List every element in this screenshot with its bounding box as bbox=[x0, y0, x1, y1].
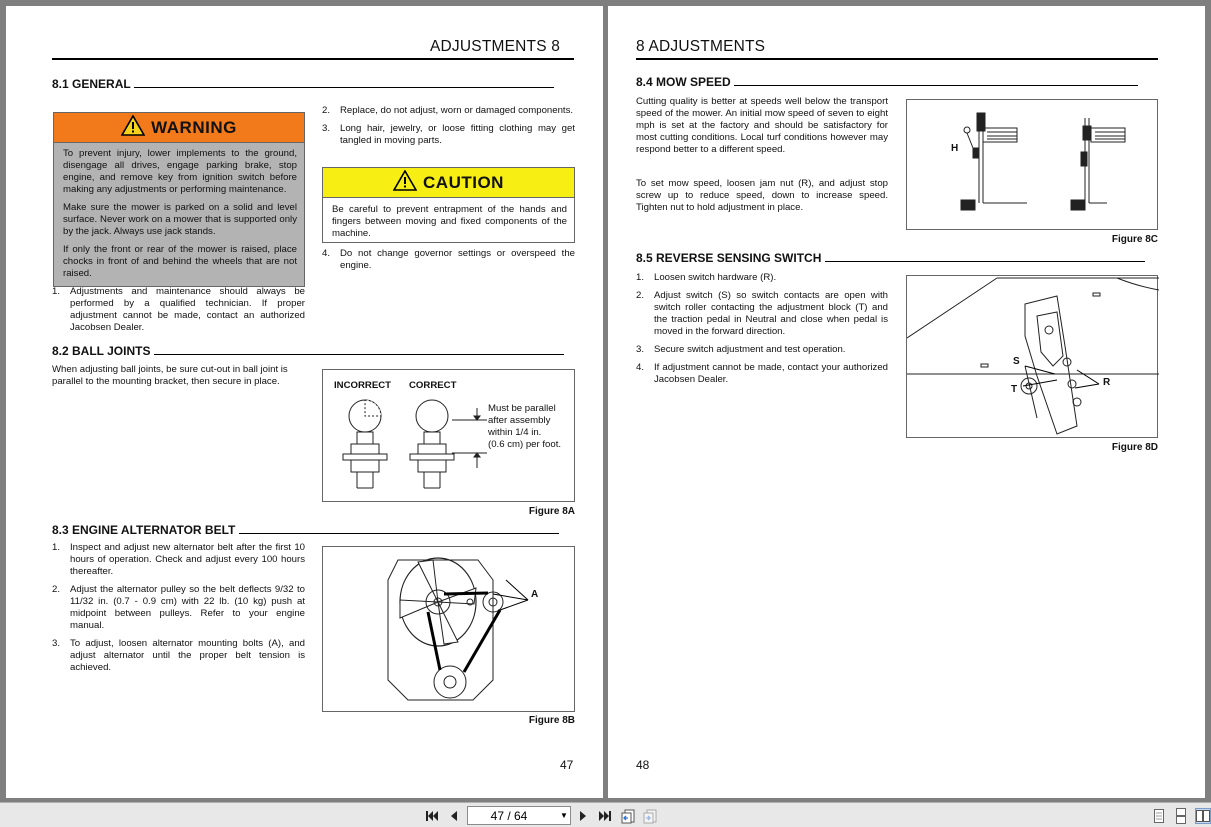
page-48 bbox=[608, 6, 1205, 798]
section-8-5-title: 8.5 REVERSE SENSING SWITCH bbox=[636, 251, 1158, 265]
section-8-2-text: When adjusting ball joints, be sure cut-out in ball joint is parallel to the mounting bracket, then secure in place. bbox=[52, 364, 288, 387]
caution-triangle-icon bbox=[393, 170, 417, 196]
go-back-view-button[interactable] bbox=[621, 808, 637, 824]
two-page-view-button[interactable] bbox=[1195, 808, 1211, 824]
label-t: T bbox=[1011, 384, 1018, 395]
figure-8a bbox=[322, 369, 575, 502]
fig8a-note: Must be parallel after assembly within 1/4 in. (0.6 cm) per foot. bbox=[488, 403, 562, 450]
single-page-view-button[interactable] bbox=[1151, 808, 1167, 824]
last-page-button[interactable] bbox=[597, 808, 613, 824]
list-item: 1. Loosen switch hardware (R). bbox=[636, 272, 777, 283]
engine-belt-illustration bbox=[378, 550, 548, 710]
page-number: 47 bbox=[560, 758, 574, 772]
list-item: 2. Adjust switch (S) so switch contacts are open with switch roller contacting the adjustment block (T) and the traction pedal in Neutral and close when pedal is moved in the forward direction. bbox=[636, 290, 888, 337]
list-item: 2. Adjust the alternator pulley so the belt deflects 9/32 to 11/32 in. (0.7 - 0.9 cm) with 22 lb. (10 kg) push at midpoint between pulleys. Refer to your engine manual. bbox=[52, 584, 305, 631]
single-page-icon bbox=[1153, 809, 1165, 823]
mow-speed-pedal-illustration bbox=[937, 108, 1147, 223]
section-8-4-text-2: To set mow speed, loosen jam nut (R), and adjust stop screw up to reduce speed, down to increase speed. Tighten nut to hold adjustment in place. bbox=[636, 178, 888, 213]
page-number: 48 bbox=[636, 758, 650, 772]
forward-view-icon bbox=[643, 808, 659, 824]
header-rule bbox=[52, 58, 574, 60]
section-8-1-title: 8.1 GENERAL bbox=[52, 77, 574, 91]
general-list-part1 bbox=[52, 286, 305, 340]
figure-8c bbox=[906, 99, 1158, 230]
list-item: 1. Adjustments and maintenance should always be performed by a qualified technician. If proper adjustment cannot be made, contact an authorized Jacobsen Dealer. bbox=[52, 286, 305, 333]
general-list-part2 bbox=[322, 105, 575, 153]
reverse-switch-illustration bbox=[907, 276, 1159, 439]
figure-8a-caption: Figure 8A bbox=[528, 506, 575, 517]
chevron-down-icon: ▼ bbox=[560, 811, 568, 820]
page-indicator: 47 / 64 bbox=[490, 808, 528, 823]
section-8-4-title: 8.4 MOW SPEED bbox=[636, 75, 1158, 89]
warning-box bbox=[53, 112, 305, 287]
warning-triangle-icon bbox=[121, 115, 145, 141]
list-item: 4. If adjustment cannot be made, contact your authorized Jacobsen Dealer. bbox=[636, 362, 888, 385]
caution-text: Be careful to prevent entrapment of the hands and fingers between moving and fixed components of the machine. bbox=[332, 204, 567, 239]
next-page-icon bbox=[578, 810, 588, 822]
label-r: R bbox=[1103, 377, 1111, 388]
figure-8d-caption: Figure 8D bbox=[1111, 442, 1158, 453]
page-47 bbox=[6, 6, 603, 798]
list-item: 3. Secure switch adjustment and test operation. bbox=[636, 344, 846, 355]
figure-8b bbox=[322, 546, 575, 712]
list-item: 2. Replace, do not adjust, worn or damaged components. bbox=[322, 105, 574, 116]
running-head: 8 ADJUSTMENTS bbox=[636, 38, 766, 55]
header-rule bbox=[636, 58, 1158, 60]
list-item: 3. To adjust, loosen alternator mounting bolts (A), and adjust alternator until the proper belt tension is achieved. bbox=[52, 638, 305, 673]
general-list-part3 bbox=[322, 248, 575, 278]
previous-page-button[interactable] bbox=[446, 808, 462, 824]
warning-text-1: To prevent injury, lower implements to the ground, disengage all drives, engage parking brake, stop engine, and remove key from ignition switch before making any adjustments or performing maintenance. bbox=[63, 148, 297, 195]
caution-header: CAUTION bbox=[323, 168, 574, 198]
section-8-4-text-1: Cutting quality is better at speeds well below the transport speed of the mower. An initial mow speed of seven to eight mph is set at the factory and should be satisfactory for most cutting conditions. Local turf conditions however may respond better to a different speed. bbox=[636, 96, 888, 155]
continuous-view-button[interactable] bbox=[1173, 808, 1189, 824]
figure-8d bbox=[906, 275, 1158, 438]
warning-text-2: Make sure the mower is parked on a solid and level surface. Never work on a mower that is supported only by the jack. Always use jack stands. bbox=[63, 202, 297, 237]
viewer-toolbar bbox=[0, 802, 1211, 827]
next-page-button[interactable] bbox=[575, 808, 591, 824]
list-item: 4. Do not change governor settings or overspeed the engine. bbox=[322, 248, 575, 271]
running-head: ADJUSTMENTS 8 bbox=[430, 38, 561, 55]
list-item: 1. Inspect and adjust new alternator belt after the first 10 hours of operation. Check and adjust every 100 hours thereafter. bbox=[52, 542, 305, 577]
label-a: A bbox=[531, 589, 539, 600]
figure-8b-caption: Figure 8B bbox=[528, 715, 575, 726]
figure-8c-caption: Figure 8C bbox=[1111, 234, 1158, 245]
label-h: H bbox=[951, 143, 959, 154]
page-selector[interactable] bbox=[467, 806, 571, 825]
section-8-2-title: 8.2 BALL JOINTS bbox=[52, 344, 574, 358]
caution-box bbox=[322, 167, 575, 243]
back-view-icon bbox=[621, 808, 637, 824]
warning-text-3: If only the front or rear of the mower is raised, place chocks in front of and behind the wheels that are not raised. bbox=[63, 244, 297, 279]
ball-joint-illustration bbox=[337, 394, 497, 494]
two-page-icon bbox=[1196, 810, 1210, 822]
section-8-3-title: 8.3 ENGINE ALTERNATOR BELT bbox=[52, 523, 574, 537]
label-s: S bbox=[1013, 356, 1020, 367]
continuous-page-icon bbox=[1175, 808, 1187, 824]
previous-page-icon bbox=[449, 810, 459, 822]
last-page-icon bbox=[598, 810, 612, 822]
switch-list bbox=[636, 272, 888, 392]
first-page-button[interactable] bbox=[424, 808, 440, 824]
first-page-icon bbox=[425, 810, 439, 822]
belt-list bbox=[52, 542, 305, 680]
go-forward-view-button[interactable] bbox=[643, 808, 659, 824]
warning-header: WARNING bbox=[54, 113, 304, 143]
list-item: 3. Long hair, jewelry, or loose fitting clothing may get tangled in moving parts. bbox=[322, 123, 575, 146]
incorrect-label: INCORRECT bbox=[334, 380, 392, 391]
correct-label: CORRECT bbox=[409, 380, 457, 391]
